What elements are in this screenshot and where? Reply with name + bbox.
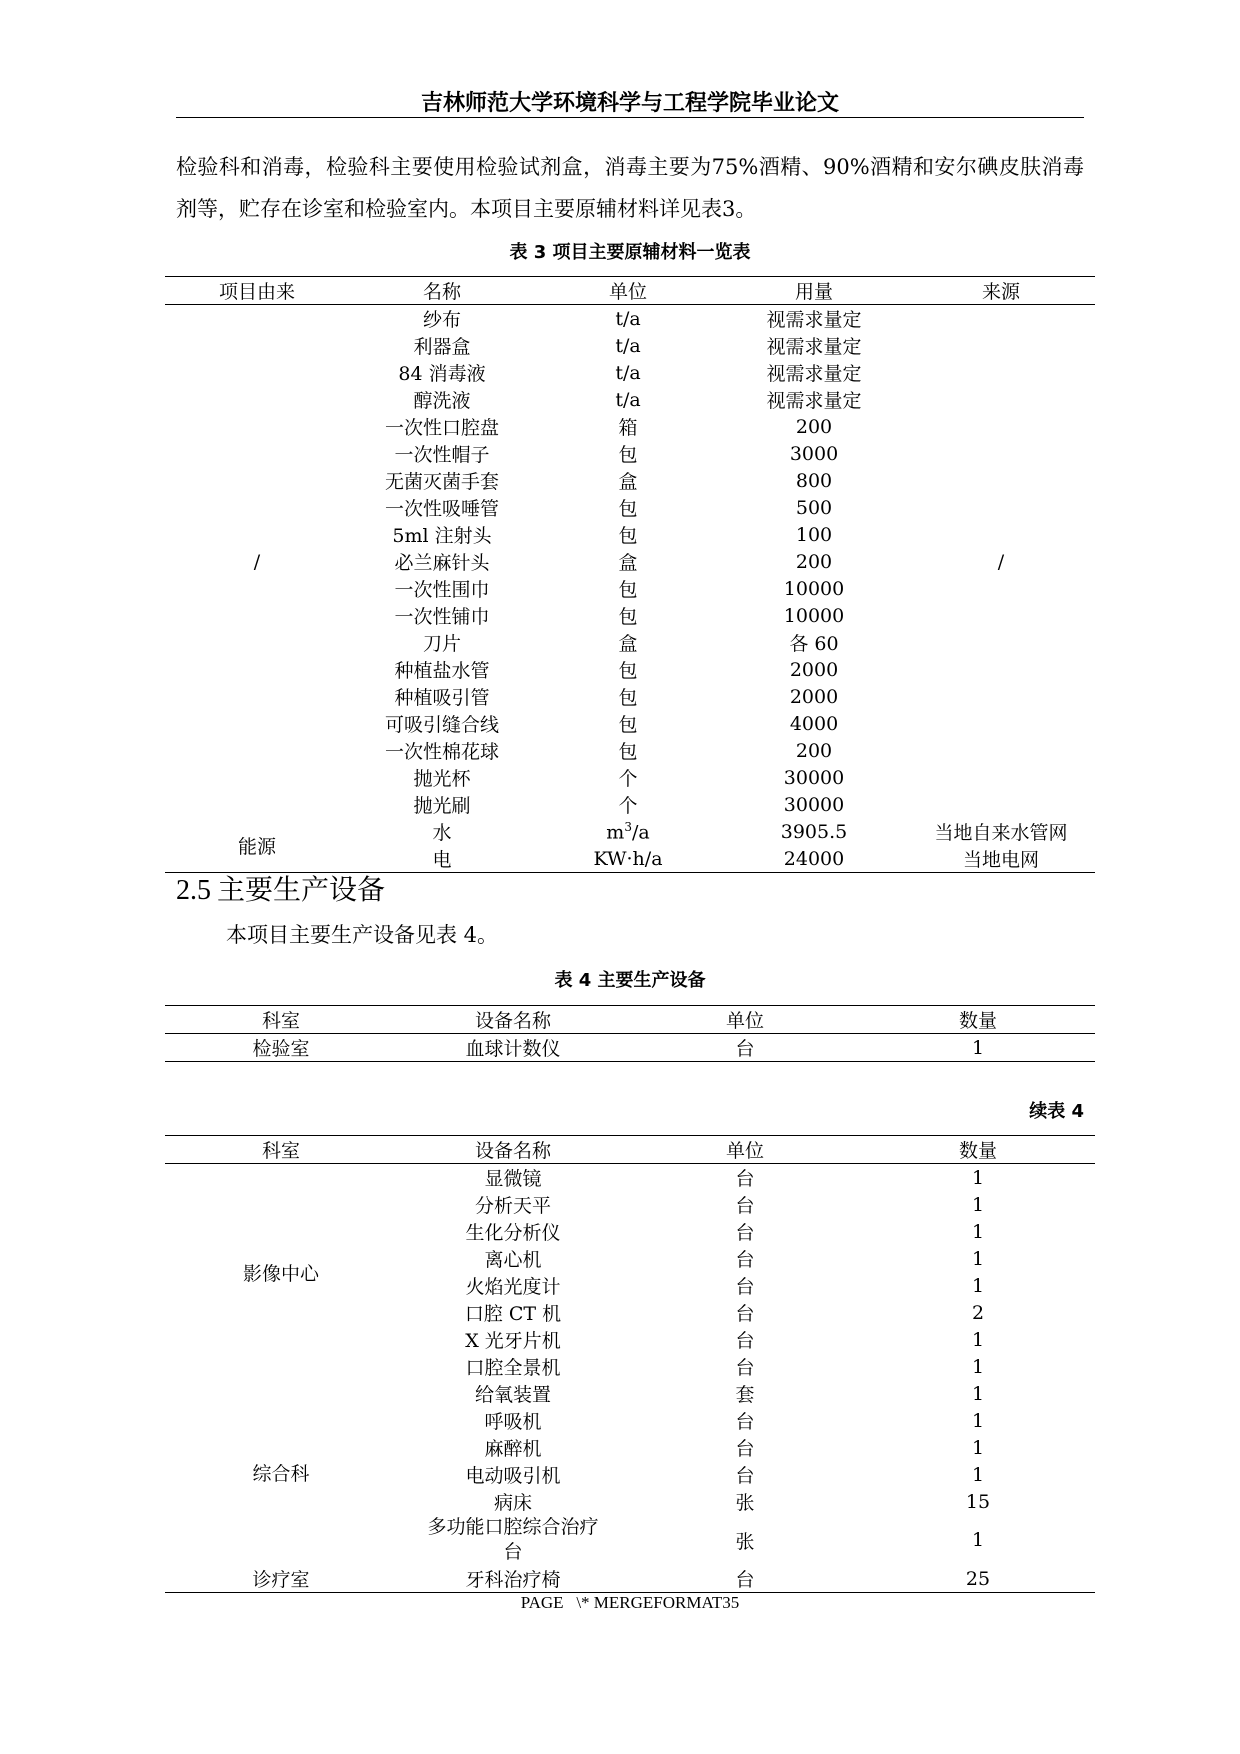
equipment-unit: 台 bbox=[735, 1168, 755, 1190]
col-header: 单位 bbox=[535, 277, 721, 305]
material-amount: 30000 bbox=[783, 793, 845, 816]
source-cell: / bbox=[997, 550, 1005, 573]
equipment-name: 血球计数仪 bbox=[465, 1038, 561, 1060]
table3-header-row bbox=[165, 277, 1095, 305]
material-unit: 包 bbox=[618, 741, 638, 763]
table-row bbox=[165, 305, 1095, 333]
material-name: 一次性口腔盘 bbox=[384, 417, 499, 439]
equipment-qty: 1 bbox=[971, 1436, 985, 1459]
table4-equipment bbox=[165, 1005, 1095, 1062]
material-unit: t/a bbox=[615, 388, 641, 411]
material-name: 一次性吸唾管 bbox=[384, 498, 499, 520]
table-row bbox=[165, 818, 1095, 845]
equipment-name: 牙科治疗椅 bbox=[465, 1569, 561, 1591]
material-name: 5ml 注射头 bbox=[392, 525, 492, 547]
material-name: 种植吸引管 bbox=[394, 687, 490, 709]
equipment-qty: 1 bbox=[971, 1463, 985, 1486]
material-unit: 包 bbox=[618, 687, 638, 709]
material-amount: 2000 bbox=[789, 685, 839, 708]
table-row bbox=[165, 1164, 1095, 1192]
col-header: 项目由来 bbox=[165, 277, 349, 305]
equipment-unit: 套 bbox=[735, 1384, 755, 1406]
section-paragraph: 本项目主要生产设备见表 4。 bbox=[226, 923, 499, 947]
material-amount: 10000 bbox=[783, 604, 845, 627]
dept-cell: 诊疗室 bbox=[252, 1569, 310, 1591]
dept-cell: 综合科 bbox=[252, 1463, 310, 1485]
material-unit: 盒 bbox=[618, 552, 638, 574]
equipment-unit: 台 bbox=[735, 1569, 755, 1591]
unit-tail: /a bbox=[631, 821, 650, 844]
col-header: 单位 bbox=[629, 1006, 861, 1034]
equipment-qty: 1 bbox=[971, 1409, 985, 1432]
col-header: 数量 bbox=[861, 1136, 1095, 1164]
equipment-name: 显微镜 bbox=[484, 1168, 542, 1190]
material-amount: 200 bbox=[795, 415, 833, 438]
equipment-qty: 1 bbox=[971, 1328, 985, 1351]
col-header: 科室 bbox=[165, 1006, 397, 1034]
table4-header-row bbox=[165, 1006, 1095, 1034]
equipment-unit: 台 bbox=[735, 1195, 755, 1217]
material-amount: 200 bbox=[795, 739, 833, 762]
material-unit: 包 bbox=[618, 606, 638, 628]
equipment-name: 分析天平 bbox=[474, 1195, 551, 1217]
section-number: 2.5 bbox=[176, 875, 211, 906]
origin-cell: / bbox=[253, 550, 261, 573]
equipment-qty: 1 bbox=[971, 1193, 985, 1216]
origin-cell: 能源 bbox=[237, 835, 276, 858]
equipment-name: X 光牙片机 bbox=[465, 1330, 561, 1352]
material-amount: 100 bbox=[795, 523, 833, 546]
material-amount: 3000 bbox=[789, 442, 839, 465]
material-name: 一次性铺巾 bbox=[394, 606, 490, 628]
equipment-name: 火焰光度计 bbox=[465, 1276, 561, 1298]
equipment-name: 给氧装置 bbox=[474, 1384, 551, 1406]
material-name: 醇洗液 bbox=[413, 390, 471, 412]
equipment-qty: 1 bbox=[971, 1529, 985, 1551]
table3-caption: 表 3 项目主要原辅材料一览表 bbox=[509, 242, 751, 263]
equipment-qty: 1 bbox=[971, 1036, 985, 1059]
material-amount: 500 bbox=[795, 496, 833, 519]
page-header-title: 吉林师范大学环境科学与工程学院毕业论文 bbox=[420, 91, 839, 116]
col-header: 设备名称 bbox=[397, 1006, 629, 1034]
equipment-unit: 台 bbox=[735, 1465, 755, 1487]
material-unit: 包 bbox=[618, 444, 638, 466]
dept-cell: 影像中心 bbox=[242, 1262, 319, 1285]
equipment-qty: 15 bbox=[965, 1490, 991, 1513]
material-name: 电 bbox=[432, 849, 452, 871]
table-row bbox=[165, 1565, 1095, 1593]
equipment-name: 电动吸引机 bbox=[465, 1465, 561, 1487]
col-header: 来源 bbox=[907, 277, 1095, 305]
col-header: 科室 bbox=[165, 1136, 397, 1164]
material-unit: 个 bbox=[618, 768, 638, 790]
table-row bbox=[165, 1380, 1095, 1407]
material-amount: 视需求量定 bbox=[766, 363, 862, 385]
equipment-name: 病床 bbox=[493, 1492, 532, 1514]
material-name: 抛光刷 bbox=[413, 795, 471, 817]
equipment-name: 麻醉机 bbox=[484, 1438, 542, 1460]
table4-caption: 表 4 主要生产设备 bbox=[554, 970, 706, 991]
material-unit: 盒 bbox=[618, 471, 638, 493]
material-name: 一次性围巾 bbox=[394, 579, 490, 601]
material-unit: 包 bbox=[618, 714, 638, 736]
material-amount: 视需求量定 bbox=[766, 309, 862, 331]
col-header: 用量 bbox=[721, 277, 907, 305]
equipment-name: 呼吸机 bbox=[484, 1411, 542, 1433]
equipment-unit: 台 bbox=[735, 1038, 755, 1060]
table3-raw-materials bbox=[165, 276, 1095, 873]
col-header: 单位 bbox=[629, 1136, 861, 1164]
equipment-qty: 25 bbox=[965, 1567, 991, 1590]
equipment-unit: 台 bbox=[735, 1303, 755, 1325]
material-name: 水 bbox=[432, 822, 452, 844]
material-unit: 包 bbox=[618, 525, 638, 547]
table-row bbox=[165, 1034, 1095, 1062]
table4c-header-row bbox=[165, 1136, 1095, 1164]
equipment-name: 多功能口腔综合治疗台 bbox=[427, 1516, 599, 1563]
material-amount: 各 60 bbox=[789, 633, 839, 655]
material-unit: KW·h/a bbox=[593, 847, 663, 870]
equipment-unit: 台 bbox=[735, 1411, 755, 1433]
material-amount: 视需求量定 bbox=[766, 390, 862, 412]
material-name: 一次性棉花球 bbox=[384, 741, 499, 763]
equipment-qty: 1 bbox=[971, 1166, 985, 1189]
material-name: 抛光杯 bbox=[413, 768, 471, 790]
material-amount: 2000 bbox=[789, 658, 839, 681]
page-footer: PAGE \* MERGEFORMAT35 bbox=[520, 1593, 740, 1612]
material-name: 84 消毒液 bbox=[398, 363, 486, 385]
material-name: 刀片 bbox=[422, 633, 461, 655]
material-source: 当地电网 bbox=[962, 849, 1039, 871]
material-amount: 30000 bbox=[783, 766, 845, 789]
equipment-unit: 台 bbox=[735, 1330, 755, 1352]
col-header: 数量 bbox=[861, 1006, 1095, 1034]
material-unit: 包 bbox=[618, 579, 638, 601]
table4-continued bbox=[165, 1135, 1095, 1593]
equipment-unit: 台 bbox=[735, 1222, 755, 1244]
equipment-qty: 2 bbox=[971, 1301, 985, 1324]
equipment-unit: 台 bbox=[735, 1249, 755, 1271]
material-unit: 个 bbox=[618, 795, 638, 817]
equipment-unit: 台 bbox=[735, 1276, 755, 1298]
material-amount: 200 bbox=[795, 550, 833, 573]
material-unit: 箱 bbox=[618, 417, 638, 439]
material-unit bbox=[535, 818, 721, 845]
equipment-name: 口腔 CT 机 bbox=[464, 1303, 562, 1325]
equipment-qty: 1 bbox=[971, 1355, 985, 1378]
material-name: 无菌灭菌手套 bbox=[384, 471, 499, 493]
equipment-unit: 台 bbox=[735, 1357, 755, 1379]
section-title: 主要生产设备 bbox=[217, 873, 386, 906]
equipment-unit: 张 bbox=[735, 1530, 755, 1553]
material-name: 必兰麻针头 bbox=[394, 552, 490, 574]
equipment-qty: 1 bbox=[971, 1274, 985, 1297]
material-unit: t/a bbox=[615, 307, 641, 330]
material-amount: 4000 bbox=[789, 712, 839, 735]
material-amount: 视需求量定 bbox=[766, 336, 862, 358]
unit-base: m bbox=[606, 821, 625, 844]
col-header: 设备名称 bbox=[397, 1136, 629, 1164]
equipment-qty: 1 bbox=[971, 1247, 985, 1270]
material-name: 一次性帽子 bbox=[394, 444, 490, 466]
material-name: 纱布 bbox=[422, 309, 461, 331]
material-source: 当地自来水管网 bbox=[934, 822, 1068, 844]
table4-continued-caption: 续表 4 bbox=[1029, 1101, 1084, 1122]
material-unit: t/a bbox=[615, 361, 641, 384]
equipment-unit: 张 bbox=[735, 1492, 755, 1514]
material-name: 可吸引缝合线 bbox=[384, 714, 499, 736]
material-unit: 盒 bbox=[618, 633, 638, 655]
equipment-name: 生化分析仪 bbox=[465, 1222, 561, 1244]
material-name: 利器盒 bbox=[413, 336, 471, 358]
material-unit: 包 bbox=[618, 498, 638, 520]
equipment-qty: 1 bbox=[971, 1382, 985, 1405]
material-amount: 10000 bbox=[783, 577, 845, 600]
dept-cell: 检验室 bbox=[252, 1038, 310, 1060]
material-amount: 24000 bbox=[783, 847, 845, 870]
material-unit: t/a bbox=[615, 334, 641, 357]
section-heading bbox=[176, 868, 385, 908]
material-name: 种植盐水管 bbox=[394, 660, 490, 682]
intro-paragraph: 检验科和消毒，检验科主要使用检验试剂盒，消毒主要为75%酒精、90%酒精和安尔碘皮肤消毒剂等，贮存在诊室和检验室内。本项目主要原辅材料详见表3。 bbox=[176, 155, 1084, 221]
equipment-name: 口腔全景机 bbox=[465, 1357, 561, 1379]
col-header: 名称 bbox=[349, 277, 535, 305]
material-amount: 3905.5 bbox=[780, 820, 848, 843]
header-rule bbox=[176, 117, 1084, 118]
material-amount: 800 bbox=[795, 469, 833, 492]
equipment-name: 离心机 bbox=[484, 1249, 542, 1271]
equipment-unit: 台 bbox=[735, 1438, 755, 1460]
unit-superscript: 3 bbox=[624, 819, 632, 834]
equipment-qty: 1 bbox=[971, 1220, 985, 1243]
material-unit: 包 bbox=[618, 660, 638, 682]
